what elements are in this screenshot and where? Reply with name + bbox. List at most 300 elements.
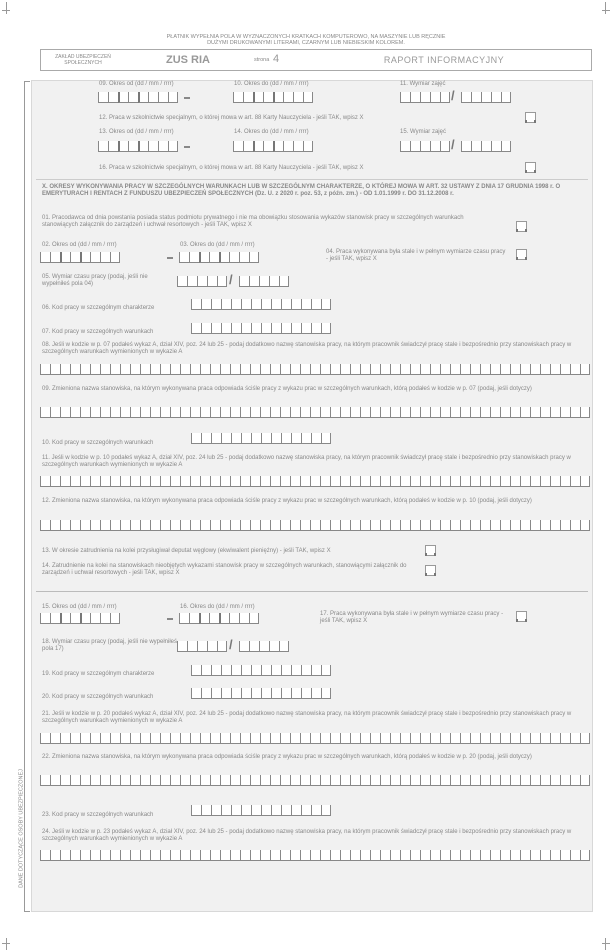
input-cell[interactable] (270, 520, 280, 531)
input-cell[interactable] (370, 407, 380, 418)
input-cell[interactable] (138, 92, 148, 103)
input-cell[interactable] (500, 733, 510, 744)
input-cell[interactable] (60, 364, 70, 375)
input-cell[interactable] (229, 252, 239, 263)
input-cell[interactable] (490, 520, 500, 531)
input-cell[interactable] (250, 850, 260, 861)
input-cell[interactable] (40, 850, 50, 861)
input-cell[interactable] (560, 364, 570, 375)
input-cell[interactable] (40, 613, 50, 624)
input-cell[interactable] (80, 364, 90, 375)
input-cell[interactable] (249, 613, 259, 624)
input-cell[interactable] (440, 364, 450, 375)
input-cell[interactable] (273, 141, 283, 152)
input-cell[interactable] (220, 850, 230, 861)
input-cell[interactable] (360, 407, 370, 418)
input-cell[interactable] (201, 299, 211, 310)
input-cell[interactable] (510, 850, 520, 861)
input-cell[interactable] (241, 323, 251, 334)
input-cell[interactable] (310, 476, 320, 487)
input-cell[interactable] (400, 141, 410, 152)
input-cell[interactable] (199, 252, 209, 263)
input-cell[interactable] (303, 141, 313, 152)
input-cell[interactable] (490, 775, 500, 786)
input-cell[interactable] (280, 520, 290, 531)
input-cell[interactable] (301, 323, 311, 334)
input-cell[interactable] (40, 364, 50, 375)
input-cell[interactable] (229, 613, 239, 624)
input-cell[interactable] (100, 407, 110, 418)
input-cell[interactable] (60, 252, 70, 263)
input-cell[interactable] (239, 276, 249, 287)
input-cell[interactable] (150, 364, 160, 375)
input-cell[interactable] (300, 364, 310, 375)
input-cell[interactable] (491, 141, 501, 152)
input-cell[interactable] (50, 407, 60, 418)
input-cell[interactable] (470, 520, 480, 531)
input-cell[interactable] (461, 92, 471, 103)
input-cell[interactable] (301, 299, 311, 310)
input-cell[interactable] (380, 775, 390, 786)
input-cell[interactable] (440, 520, 450, 531)
input-cell[interactable] (271, 665, 281, 676)
input-cell[interactable] (50, 775, 60, 786)
text-row-x-08[interactable] (40, 364, 590, 375)
input-cell[interactable] (190, 733, 200, 744)
input-cell[interactable] (400, 520, 410, 531)
input-cell[interactable] (430, 364, 440, 375)
input-cell[interactable] (240, 733, 250, 744)
input-cell[interactable] (320, 476, 330, 487)
input-cell[interactable] (50, 733, 60, 744)
input-cell[interactable] (219, 252, 229, 263)
input-cell[interactable] (140, 520, 150, 531)
input-cell[interactable] (168, 92, 178, 103)
checkbox-x-17[interactable] (516, 611, 527, 622)
input-cell[interactable] (271, 323, 281, 334)
input-cell[interactable] (130, 775, 140, 786)
input-cell[interactable] (140, 733, 150, 744)
input-cell[interactable] (390, 850, 400, 861)
input-cell[interactable] (130, 476, 140, 487)
input-cell[interactable] (530, 407, 540, 418)
input-cell[interactable] (120, 733, 130, 744)
input-cell[interactable] (210, 407, 220, 418)
input-cell[interactable] (301, 805, 311, 816)
input-cell[interactable] (550, 407, 560, 418)
input-cell[interactable] (170, 407, 180, 418)
checkbox-x-01[interactable] (516, 221, 527, 232)
input-cell[interactable] (231, 299, 241, 310)
input-cell[interactable] (570, 364, 580, 375)
input-cell[interactable] (540, 733, 550, 744)
input-cell[interactable] (550, 775, 560, 786)
input-cell[interactable] (230, 775, 240, 786)
input-cell[interactable] (210, 520, 220, 531)
code-x-06[interactable] (191, 299, 331, 310)
input-cell[interactable] (177, 276, 187, 287)
input-cell[interactable] (300, 476, 310, 487)
input-cell[interactable] (550, 733, 560, 744)
date-from-09[interactable] (98, 92, 178, 103)
input-cell[interactable] (311, 805, 321, 816)
workload-11-b[interactable] (461, 92, 511, 103)
input-cell[interactable] (490, 850, 500, 861)
date-to-14[interactable] (233, 141, 313, 152)
input-cell[interactable] (440, 850, 450, 861)
input-cell[interactable] (490, 733, 500, 744)
input-cell[interactable] (580, 364, 590, 375)
input-cell[interactable] (170, 733, 180, 744)
input-cell[interactable] (270, 850, 280, 861)
input-cell[interactable] (80, 520, 90, 531)
input-cell[interactable] (140, 407, 150, 418)
input-cell[interactable] (330, 364, 340, 375)
input-cell[interactable] (210, 850, 220, 861)
input-cell[interactable] (70, 476, 80, 487)
input-cell[interactable] (350, 364, 360, 375)
input-cell[interactable] (90, 407, 100, 418)
input-cell[interactable] (221, 688, 231, 699)
input-cell[interactable] (130, 520, 140, 531)
input-cell[interactable] (100, 613, 110, 624)
input-cell[interactable] (260, 850, 270, 861)
input-cell[interactable] (251, 805, 261, 816)
input-cell[interactable] (500, 520, 510, 531)
workload-x-18-b[interactable] (239, 641, 289, 652)
input-cell[interactable] (290, 520, 300, 531)
input-cell[interactable] (310, 775, 320, 786)
input-cell[interactable] (510, 364, 520, 375)
date-from-13[interactable] (98, 141, 178, 152)
input-cell[interactable] (120, 476, 130, 487)
input-cell[interactable] (239, 641, 249, 652)
input-cell[interactable] (220, 407, 230, 418)
input-cell[interactable] (400, 733, 410, 744)
input-cell[interactable] (400, 92, 410, 103)
input-cell[interactable] (300, 733, 310, 744)
input-cell[interactable] (250, 775, 260, 786)
input-cell[interactable] (200, 364, 210, 375)
input-cell[interactable] (179, 252, 189, 263)
input-cell[interactable] (280, 364, 290, 375)
input-cell[interactable] (330, 476, 340, 487)
input-cell[interactable] (370, 733, 380, 744)
input-cell[interactable] (460, 364, 470, 375)
input-cell[interactable] (430, 775, 440, 786)
input-cell[interactable] (360, 476, 370, 487)
input-cell[interactable] (370, 850, 380, 861)
input-cell[interactable] (221, 433, 231, 444)
input-cell[interactable] (270, 733, 280, 744)
input-cell[interactable] (390, 364, 400, 375)
input-cell[interactable] (180, 775, 190, 786)
input-cell[interactable] (481, 141, 491, 152)
input-cell[interactable] (160, 476, 170, 487)
input-cell[interactable] (90, 520, 100, 531)
input-cell[interactable] (261, 433, 271, 444)
input-cell[interactable] (500, 364, 510, 375)
input-cell[interactable] (40, 252, 50, 263)
input-cell[interactable] (201, 805, 211, 816)
input-cell[interactable] (250, 407, 260, 418)
input-cell[interactable] (520, 364, 530, 375)
input-cell[interactable] (60, 775, 70, 786)
input-cell[interactable] (279, 276, 289, 287)
checkbox-x-14[interactable] (425, 565, 436, 576)
input-cell[interactable] (120, 850, 130, 861)
input-cell[interactable] (540, 850, 550, 861)
input-cell[interactable] (450, 364, 460, 375)
input-cell[interactable] (230, 850, 240, 861)
input-cell[interactable] (320, 775, 330, 786)
input-cell[interactable] (380, 520, 390, 531)
input-cell[interactable] (311, 323, 321, 334)
input-cell[interactable] (261, 323, 271, 334)
input-cell[interactable] (100, 252, 110, 263)
input-cell[interactable] (261, 665, 271, 676)
input-cell[interactable] (70, 613, 80, 624)
input-cell[interactable] (90, 775, 100, 786)
input-cell[interactable] (250, 520, 260, 531)
input-cell[interactable] (420, 850, 430, 861)
input-cell[interactable] (540, 775, 550, 786)
input-cell[interactable] (491, 92, 501, 103)
input-cell[interactable] (340, 364, 350, 375)
checkbox-x-13[interactable] (425, 545, 436, 556)
input-cell[interactable] (260, 775, 270, 786)
input-cell[interactable] (501, 92, 511, 103)
input-cell[interactable] (130, 733, 140, 744)
input-cell[interactable] (40, 775, 50, 786)
input-cell[interactable] (260, 364, 270, 375)
input-cell[interactable] (221, 299, 231, 310)
input-cell[interactable] (170, 775, 180, 786)
input-cell[interactable] (270, 775, 280, 786)
checkbox-x-04[interactable] (516, 249, 527, 260)
input-cell[interactable] (501, 141, 511, 152)
input-cell[interactable] (410, 775, 420, 786)
input-cell[interactable] (400, 850, 410, 861)
input-cell[interactable] (60, 850, 70, 861)
input-cell[interactable] (187, 641, 197, 652)
input-cell[interactable] (350, 775, 360, 786)
input-cell[interactable] (530, 520, 540, 531)
input-cell[interactable] (481, 92, 491, 103)
input-cell[interactable] (390, 407, 400, 418)
input-cell[interactable] (180, 364, 190, 375)
input-cell[interactable] (40, 476, 50, 487)
input-cell[interactable] (231, 805, 241, 816)
input-cell[interactable] (550, 364, 560, 375)
input-cell[interactable] (231, 688, 241, 699)
input-cell[interactable] (320, 733, 330, 744)
input-cell[interactable] (120, 407, 130, 418)
input-cell[interactable] (440, 775, 450, 786)
input-cell[interactable] (150, 407, 160, 418)
text-row-x-11[interactable] (40, 476, 590, 487)
input-cell[interactable] (253, 92, 263, 103)
input-cell[interactable] (420, 520, 430, 531)
input-cell[interactable] (211, 805, 221, 816)
input-cell[interactable] (281, 433, 291, 444)
input-cell[interactable] (220, 775, 230, 786)
checkbox-top-12[interactable] (525, 112, 536, 123)
input-cell[interactable] (120, 520, 130, 531)
input-cell[interactable] (40, 407, 50, 418)
input-cell[interactable] (241, 688, 251, 699)
input-cell[interactable] (290, 476, 300, 487)
input-cell[interactable] (90, 476, 100, 487)
code-x-19[interactable] (191, 665, 331, 676)
input-cell[interactable] (140, 850, 150, 861)
input-cell[interactable] (170, 520, 180, 531)
input-cell[interactable] (580, 733, 590, 744)
input-cell[interactable] (201, 433, 211, 444)
input-cell[interactable] (330, 733, 340, 744)
input-cell[interactable] (210, 476, 220, 487)
input-cell[interactable] (253, 141, 263, 152)
input-cell[interactable] (450, 850, 460, 861)
input-cell[interactable] (80, 733, 90, 744)
text-row-x-22[interactable] (40, 775, 590, 786)
input-cell[interactable] (231, 433, 241, 444)
input-cell[interactable] (570, 733, 580, 744)
input-cell[interactable] (210, 775, 220, 786)
code-x-07[interactable] (191, 323, 331, 334)
input-cell[interactable] (311, 299, 321, 310)
input-cell[interactable] (340, 407, 350, 418)
input-cell[interactable] (150, 775, 160, 786)
input-cell[interactable] (261, 805, 271, 816)
input-cell[interactable] (220, 733, 230, 744)
input-cell[interactable] (510, 407, 520, 418)
input-cell[interactable] (420, 476, 430, 487)
input-cell[interactable] (490, 364, 500, 375)
input-cell[interactable] (330, 520, 340, 531)
input-cell[interactable] (461, 141, 471, 152)
input-cell[interactable] (211, 433, 221, 444)
input-cell[interactable] (148, 141, 158, 152)
input-cell[interactable] (301, 665, 311, 676)
input-cell[interactable] (230, 476, 240, 487)
input-cell[interactable] (110, 252, 120, 263)
input-cell[interactable] (510, 733, 520, 744)
input-cell[interactable] (300, 407, 310, 418)
input-cell[interactable] (580, 520, 590, 531)
input-cell[interactable] (80, 775, 90, 786)
input-cell[interactable] (380, 476, 390, 487)
input-cell[interactable] (90, 613, 100, 624)
input-cell[interactable] (480, 520, 490, 531)
input-cell[interactable] (243, 92, 253, 103)
input-cell[interactable] (201, 665, 211, 676)
input-cell[interactable] (530, 733, 540, 744)
input-cell[interactable] (239, 613, 249, 624)
input-cell[interactable] (261, 688, 271, 699)
input-cell[interactable] (263, 92, 273, 103)
text-row-x-09[interactable] (40, 407, 590, 418)
input-cell[interactable] (138, 141, 148, 152)
input-cell[interactable] (410, 92, 420, 103)
input-cell[interactable] (160, 364, 170, 375)
input-cell[interactable] (293, 92, 303, 103)
input-cell[interactable] (270, 364, 280, 375)
workload-15-b[interactable] (461, 141, 511, 152)
input-cell[interactable] (230, 407, 240, 418)
input-cell[interactable] (90, 252, 100, 263)
input-cell[interactable] (520, 775, 530, 786)
input-cell[interactable] (330, 407, 340, 418)
input-cell[interactable] (500, 476, 510, 487)
input-cell[interactable] (100, 476, 110, 487)
date-from-x-02[interactable] (40, 252, 120, 263)
input-cell[interactable] (240, 850, 250, 861)
input-cell[interactable] (460, 476, 470, 487)
input-cell[interactable] (241, 433, 251, 444)
input-cell[interactable] (560, 407, 570, 418)
input-cell[interactable] (380, 733, 390, 744)
input-cell[interactable] (217, 641, 227, 652)
input-cell[interactable] (500, 775, 510, 786)
input-cell[interactable] (190, 775, 200, 786)
input-cell[interactable] (580, 476, 590, 487)
input-cell[interactable] (370, 364, 380, 375)
input-cell[interactable] (380, 407, 390, 418)
input-cell[interactable] (240, 775, 250, 786)
input-cell[interactable] (199, 613, 209, 624)
input-cell[interactable] (281, 299, 291, 310)
input-cell[interactable] (160, 733, 170, 744)
input-cell[interactable] (190, 407, 200, 418)
workload-x-18-a[interactable] (177, 641, 227, 652)
input-cell[interactable] (221, 665, 231, 676)
input-cell[interactable] (100, 364, 110, 375)
input-cell[interactable] (100, 850, 110, 861)
input-cell[interactable] (470, 407, 480, 418)
input-cell[interactable] (283, 92, 293, 103)
input-cell[interactable] (98, 92, 108, 103)
input-cell[interactable] (263, 141, 273, 152)
input-cell[interactable] (187, 276, 197, 287)
input-cell[interactable] (570, 520, 580, 531)
input-cell[interactable] (108, 141, 118, 152)
input-cell[interactable] (120, 775, 130, 786)
input-cell[interactable] (120, 364, 130, 375)
input-cell[interactable] (180, 476, 190, 487)
input-cell[interactable] (50, 476, 60, 487)
input-cell[interactable] (160, 407, 170, 418)
input-cell[interactable] (279, 641, 289, 652)
date-from-x-15[interactable] (40, 613, 120, 624)
input-cell[interactable] (200, 850, 210, 861)
input-cell[interactable] (390, 476, 400, 487)
input-cell[interactable] (80, 613, 90, 624)
input-cell[interactable] (450, 520, 460, 531)
input-cell[interactable] (470, 775, 480, 786)
input-cell[interactable] (520, 733, 530, 744)
input-cell[interactable] (231, 323, 241, 334)
input-cell[interactable] (273, 92, 283, 103)
input-cell[interactable] (480, 850, 490, 861)
input-cell[interactable] (189, 252, 199, 263)
input-cell[interactable] (340, 476, 350, 487)
input-cell[interactable] (271, 299, 281, 310)
input-cell[interactable] (60, 476, 70, 487)
input-cell[interactable] (560, 850, 570, 861)
input-cell[interactable] (420, 364, 430, 375)
input-cell[interactable] (130, 850, 140, 861)
